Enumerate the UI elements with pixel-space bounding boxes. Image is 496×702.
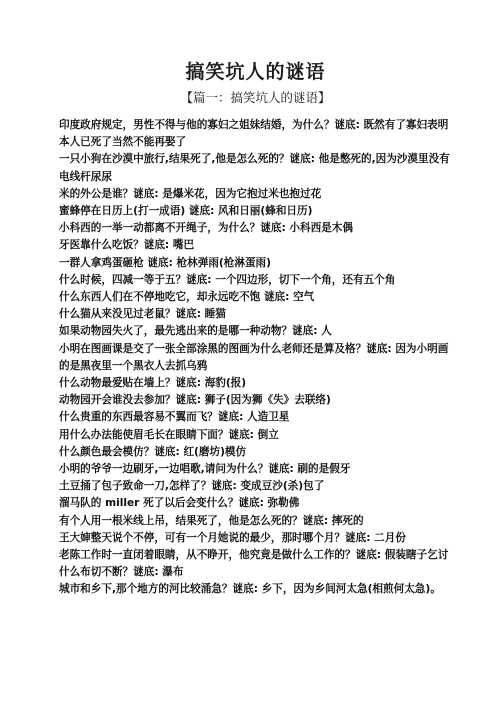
document-title: 搞笑坑人的谜语: [185, 61, 326, 83]
riddle-line: 什么动物最爱贴在墙上？谜底: 海豹(报): [59, 377, 247, 390]
riddle-line: 什么时候，四减一等于五？谜底: 一个四边形，切下一个角，还有五个角: [59, 273, 396, 286]
riddle-line: 动物园开会谁没去参加？谜底: 狮子(因为狮《失》去联络): [59, 394, 331, 407]
riddle-line: 印度政府规定，男性不得与他的寡妇之姐妹结婚，为什么？谜底: 既然有了寡妇表明本人已死了当然不能再娶了: [59, 119, 449, 149]
riddle-line: 小科西的一举一动都离不开绳子，为什么？谜底: 小科西是木偶: [59, 222, 353, 235]
riddle-line: 溜马队的 miller 死了以后会变什么？谜底: 弥勒佛: [59, 497, 300, 510]
riddle-line: 小明在图画课是交了一张全部涂黑的图画为什么老师还是算及格？谜底: 因为小明画的是黑夜里一个黑衣人去抓乌鸦: [59, 342, 449, 372]
riddle-line: 蜜蜂停在日历上(打一成语) 谜底: 风和日丽(蜂和日历): [59, 205, 313, 218]
riddle-line: 有个人用一根米线上吊，结果死了，他是怎么死的？谜底: 摔死的: [59, 514, 364, 527]
riddle-line: 小明的爷爷一边刷牙,一边唱歌,请问为什么？谜底: 刷的是假牙: [59, 463, 351, 476]
riddle-line: 什么布切不断？谜底: 瀑布: [59, 566, 184, 579]
riddle-line: 老陈工作时一直闭着眼睛，从不睁开，他究竟是做什么工作的？谜底: 假装瞎子乞讨: [59, 549, 449, 562]
riddle-line: 城市和乡下,那个地方的河比较涌急？谜底: 乡下，因为乡间河太急(相煎何太急)。: [59, 583, 441, 596]
riddle-line: 用什么办法能使眉毛长在眼睛下面？谜底: 倒立: [59, 428, 279, 441]
riddle-line: 什么猫从来没见过老鼠？谜底: 睡猫: [59, 308, 226, 321]
riddle-line: 什么颜色最会模仿？谜底: 红(磨坊)模仿: [59, 445, 247, 458]
riddle-line: 王大婶整天说个不停，可有一个月她说的最少，那时哪个月？谜底: 二月份: [59, 531, 406, 544]
riddle-line: 牙医靠什么吃饭？谜底: 嘴巴: [59, 239, 195, 252]
riddle-line: 土豆捅了包子致命一刀,怎样了？谜底: 变成豆沙(杀)包了: [59, 480, 325, 493]
riddle-line: 一只小狗在沙漠中旅行,结果死了,他是怎么死的？谜底: 他是憋死的,因为沙漠里没有电线杆尿尿: [59, 153, 450, 183]
riddle-line: 一群人拿鸡蛋砸枪 谜底: 枪林弹雨(枪淋蛋雨): [59, 256, 271, 269]
riddle-line: 米的外公是谁？谜底: 是爆米花，因为它抱过米也抱过花: [59, 187, 322, 200]
riddle-line: 如果动物园失火了，最先逃出来的是哪一种动物？谜底: 人: [59, 325, 332, 338]
riddle-line: 什么东西人们在不停地吃它，却永远吃不饱 谜底: 空气: [59, 291, 315, 304]
document-subtitle: 【篇一：搞笑坑人的谜语】: [180, 90, 331, 105]
riddle-line: 什么贵重的东西最容易不翼而飞？谜底: 人造卫星: [59, 411, 290, 424]
riddle-list: [59, 117, 452, 599]
